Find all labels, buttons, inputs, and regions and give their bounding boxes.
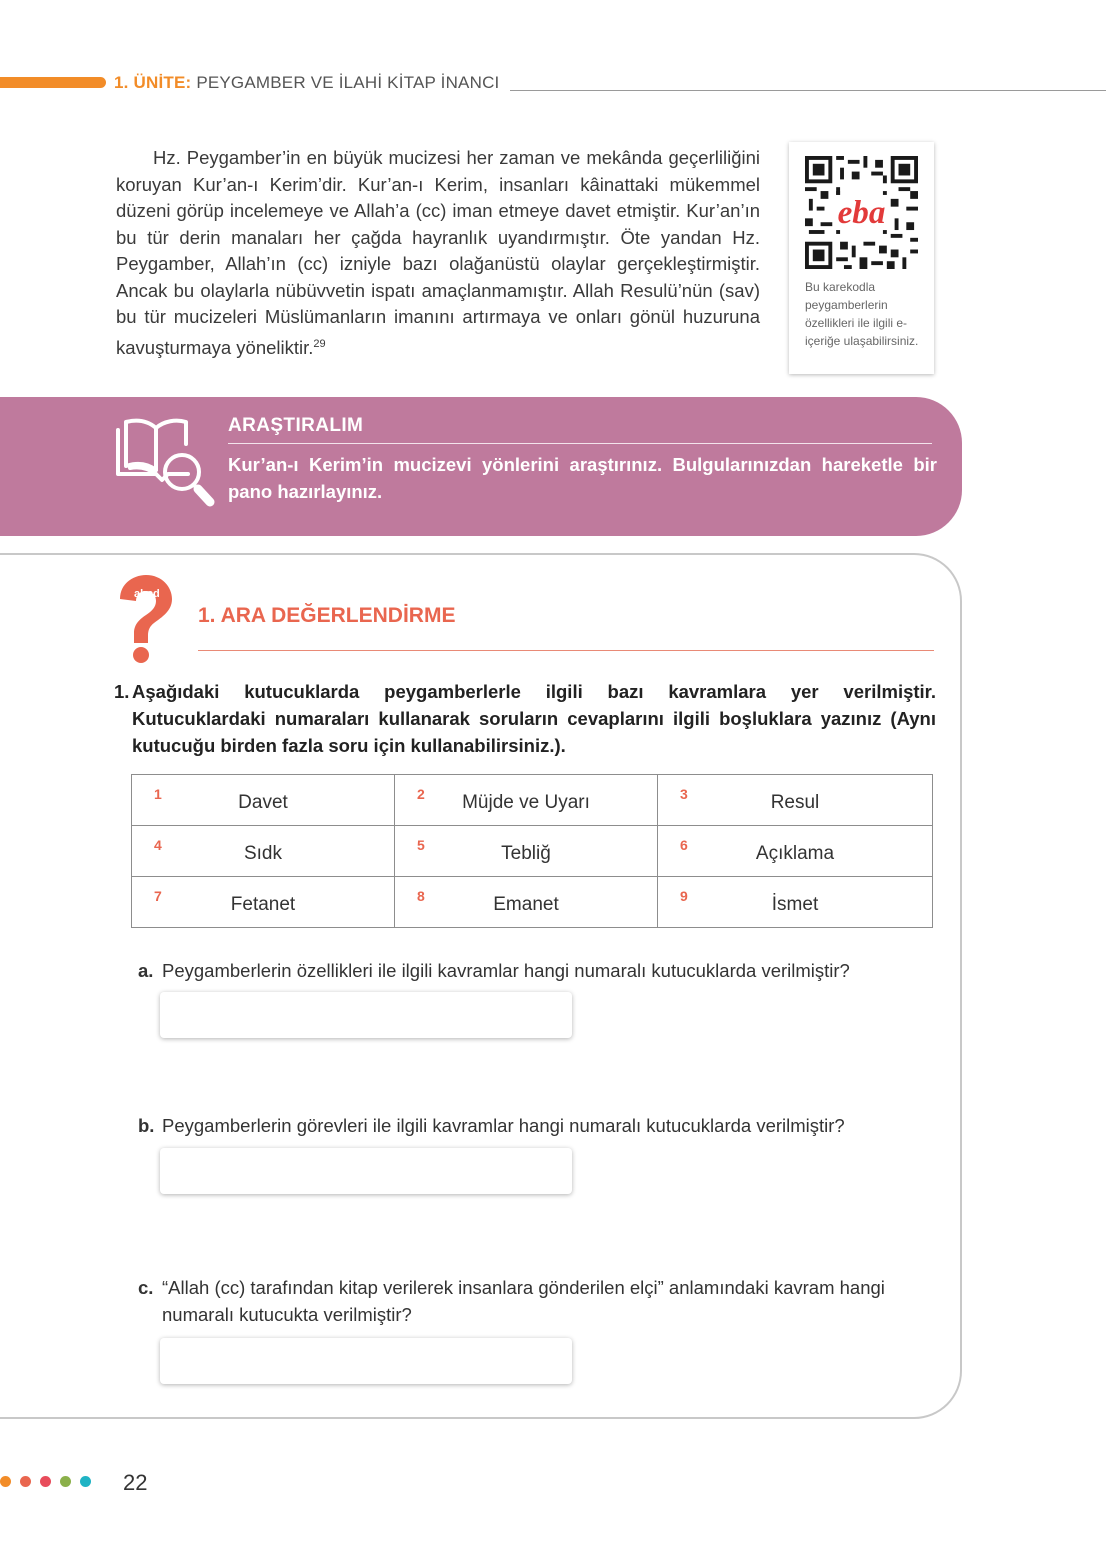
- grid-cell: [395, 775, 658, 826]
- sub-question-label: b.: [138, 1115, 155, 1136]
- book-magnifier-icon: [106, 412, 216, 512]
- cell-term: Tebliğ: [501, 843, 551, 864]
- sub-question-text: Peygamberlerin özellikleri ile ilgili kavramlar hangi numaralı kutucuklarda verilmiştir?: [162, 960, 850, 981]
- qr-code-icon[interactable]: [805, 156, 918, 269]
- question-number: 1.: [114, 681, 130, 702]
- header-accent-bar: [0, 77, 106, 88]
- grid-row: [132, 826, 933, 877]
- header-rule: [510, 90, 1106, 91]
- grid-cell: [395, 877, 658, 928]
- unit-header: [114, 73, 499, 93]
- question-icon-letters: abcd: [134, 588, 160, 600]
- cell-term: Müjde ve Uyarı: [462, 792, 590, 813]
- body-paragraph: [116, 145, 760, 361]
- cell-term: Fetanet: [230, 894, 296, 915]
- grid-cell: [132, 877, 395, 928]
- cell-term: Resul: [770, 792, 820, 813]
- cell-number: 2: [417, 786, 425, 802]
- cell-number: 9: [680, 888, 688, 904]
- evaluation-rule: [198, 650, 934, 651]
- answer-box-b[interactable]: [160, 1148, 572, 1194]
- grid-row: [132, 877, 933, 928]
- cell-term: İsmet: [771, 894, 819, 915]
- evaluation-title: 1. ARA DEĞERLENDİRME: [198, 604, 456, 627]
- cell-term: Açıklama: [755, 843, 835, 864]
- grid-cell: [395, 826, 658, 877]
- cell-number: 4: [154, 837, 162, 853]
- grid-cell: [132, 775, 395, 826]
- footer-dot: [20, 1476, 31, 1487]
- sub-question-b: [138, 1112, 938, 1139]
- concept-grid: [131, 774, 933, 928]
- paragraph-text: Hz. Peygamber’in en büyük mucizesi her zaman ve mekânda geçerliliğini koruyan Kur’an-ı Kerim’dir. Kur’an-ı Kerim, insanları kâinattaki mükemmel düzeni görüp incelemeye ve Allah’a (cc) iman etmeye davet etmiştir. Kur’an’ın bu tür derin manaları her çağda hayranlık uyandırmıştır. Öte yandan Hz. Peygamber, Allah’ın (cc) izniyle bazı olağanüstü olaylar gerçekleştirmiştir. Ancak bu olaylarla nübüvvetin ispatı amaçlanmamıştır. Allah Resulü’nün (sav) bu tür mucizeleri Müslümanların imanını artırmaya ve onları gönül huzuruna kavuşturmaya yöneliktir.: [116, 147, 760, 358]
- grid-cell: [658, 826, 933, 877]
- sub-question-a: [138, 957, 938, 984]
- research-rule: [228, 443, 932, 444]
- qr-caption: Bu karekodla peygamberlerin özellikleri ile ilgili e-içeriğe ulaşabilirsiniz.: [805, 280, 919, 348]
- eba-logo: eba: [837, 194, 886, 232]
- cell-number: 6: [680, 837, 688, 853]
- sub-question-text: Peygamberlerin görevleri ile ilgili kavramlar hangi numaralı kutucuklarda verilmiştir?: [162, 1115, 845, 1136]
- cell-number: 1: [154, 786, 162, 802]
- research-text: Kur’an-ı Kerim’in mucizevi yönlerini araştırınız. Bulgularınızdan hareketle bir pano hazırlayınız.: [228, 454, 937, 502]
- grid-cell: [658, 775, 933, 826]
- grid-cell: [132, 826, 395, 877]
- qr-card[interactable]: [789, 142, 934, 374]
- grid-cell: [658, 877, 933, 928]
- footer-dot: [0, 1476, 11, 1487]
- sub-question-label: c.: [138, 1277, 154, 1298]
- sub-question-text: “Allah (cc) tarafından kitap verilerek insanlara gönderilen elçi” anlamındaki kavram hangi numaralı kutucukta verilmiştir?: [162, 1277, 885, 1325]
- cell-term: Sıdk: [243, 843, 283, 864]
- question-text: Aşağıdaki kutucuklarda peygamberlerle ilgili bazı kavramlara yer verilmiştir. Kutucuklardaki numaraları kullanarak soruların cevaplarını ilgili boşluklara yazınız (Aynı kutucuğu birden fazla soru için kullanabilirsiniz.).: [132, 681, 936, 756]
- grid-row: [132, 775, 933, 826]
- footnote-ref: 29: [313, 337, 326, 350]
- sub-question-label: a.: [138, 960, 154, 981]
- unit-number: 1. ÜNİTE:: [114, 73, 192, 92]
- cell-number: 5: [417, 837, 425, 853]
- cell-number: 3: [680, 786, 688, 802]
- footer-dot: [80, 1476, 91, 1487]
- question-1: [114, 678, 936, 759]
- footer-dot: [40, 1476, 51, 1487]
- question-head-icon: [112, 575, 176, 665]
- cell-number: 7: [154, 888, 162, 904]
- answer-box-a[interactable]: [160, 992, 572, 1038]
- unit-title: PEYGAMBER VE İLAHİ KİTAP İNANCI: [196, 73, 500, 92]
- answer-box-c[interactable]: [160, 1338, 572, 1384]
- research-title: ARAŞTIRALIM: [228, 415, 364, 436]
- cell-number: 8: [417, 888, 425, 904]
- cell-term: Davet: [238, 792, 288, 813]
- cell-term: Emanet: [493, 894, 559, 915]
- page-number: 22: [123, 1470, 148, 1495]
- sub-question-c: [138, 1274, 938, 1328]
- footer-dot: [60, 1476, 71, 1487]
